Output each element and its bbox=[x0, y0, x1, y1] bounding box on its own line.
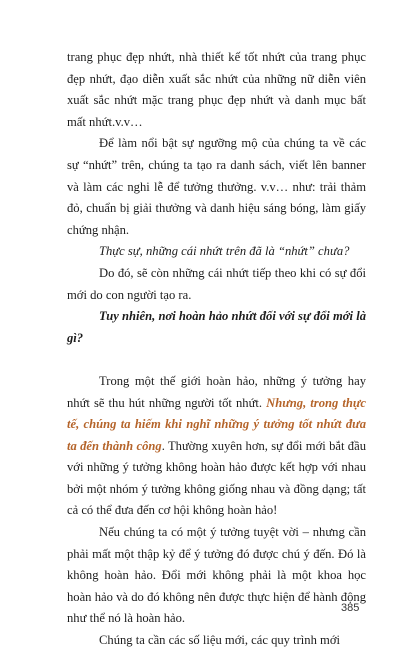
page-number: 385 bbox=[341, 602, 360, 614]
paragraph-8: Chúng ta cần các số liệu mới, các quy trình mới bbox=[99, 633, 340, 648]
body-text bbox=[67, 47, 366, 652]
paragraph-7: Nếu chúng ta có một ý tưởng tuyệt vời – nhưng cần phải mất một thập kỷ để ý tưởng đó được chú ý đến. Đó là không hoàn hảo. Đổi mới không phải là một khoa học hoàn hảo và do đó không nên được thực hiện để hành động như thể nó là hoàn hảo. bbox=[67, 525, 366, 626]
paragraph-5-heading: Tuy nhiên, nơi hoàn hảo nhứt đối với sự đổi mới là gì? bbox=[67, 309, 366, 345]
paragraph-1: trang phục đẹp nhứt, nhà thiết kế tốt nhứt của trang phục đẹp nhứt, đạo diễn xuất sắc nhứt của những nữ diễn viên xuất sắc nhứt mặc trang phục đẹp nhứt và danh mục bất mất nhứt.v.v… bbox=[67, 50, 366, 129]
paragraph-2: Để làm nổi bật sự ngưỡng mộ của chúng ta về các sự “nhứt” trên, chúng ta tạo ra danh sách, viết lên banner và làm các nghi lễ để tưởng thưởng. v.v… như: trải thảm đỏ, chuẩn bị giải thưởng và danh hiệu sáng bóng, làm giấy chứng nhận. bbox=[67, 136, 366, 237]
paragraph-6-end: . Thường xuyên hơn, sự đổi mới bắt đầu với những ý tưởng không hoàn hảo được kết hợp với nhau bởi một nhóm ý tưởng không giống nhau và đồng dạng; tất cả có thể đưa đến cơ hội không hoàn hảo! bbox=[67, 438, 366, 518]
blank-line bbox=[67, 349, 366, 371]
paragraph-4: Do đó, sẽ còn những cái nhứt tiếp theo khi có sự đổi mới do con người tạo ra. bbox=[67, 265, 366, 302]
paragraph-6-start: Trong một thế giới hoàn hảo, những ý tưởng hay nhứt sẽ thu hút những người tốt nhứt. bbox=[67, 373, 366, 410]
paragraph-3: Thực sự, những cái nhứt trên đã là “nhứt” chưa? bbox=[99, 244, 350, 259]
paragraph-6 bbox=[67, 371, 366, 522]
highlighted-quote: Nhưng, trong thực tế, chúng ta hiếm khi nghĩ những ý tưởng tốt nhứt đưa ta đến thành công bbox=[67, 395, 366, 453]
